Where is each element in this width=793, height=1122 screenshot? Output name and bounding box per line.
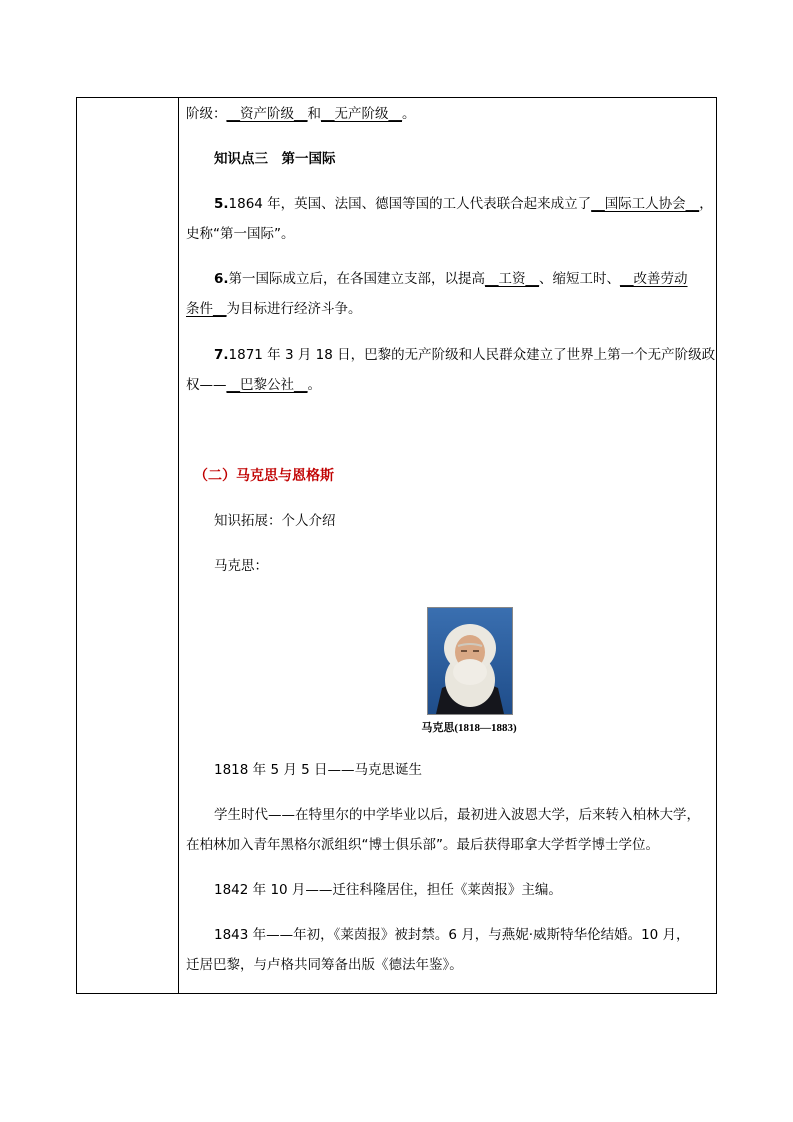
answer-blank: __工资__ [485,271,540,287]
bio-line: 1818 年 5 月 5 日——马克思诞生 [214,762,422,778]
question-7-line2: 权——__巴黎公社__。 [186,377,321,393]
knowledge-point-3-title: 知识点三 第一国际 [214,151,336,167]
answer-blank: __巴黎公社__ [226,377,308,393]
bio-line: 在柏林加入青年黑格尔派组织“博士俱乐部”。最后获得耶拿大学哲学博士学位。 [186,837,659,853]
marx-label: 马克思： [214,558,268,574]
question-7: 7.1871 年 3 月 18 日，巴黎的无产阶级和人民群众建立了世界上第一个无产阶级政 [214,347,716,363]
content-table [76,97,717,994]
column-divider [178,98,179,993]
bio-line: 1843 年——年初，《莱茵报》被封禁。6 月，与燕妮·威斯特华伦结婚。10 月， [214,927,690,943]
portrait-caption: 马克思(1818—1883) [421,722,517,734]
question-6: 6.第一国际成立后，在各国建立支部，以提高__工资__、缩短工时、__改善劳动 [214,271,688,287]
answer-blank: __改善劳动 [620,271,688,287]
section-2-title: （二）马克思与恩格斯 [194,468,334,484]
bio-line: 1842 年 10 月——迁往科隆居住，担任《莱茵报》主编。 [214,882,562,898]
marx-portrait-svg [428,608,512,714]
question-5-line2: 史称“第一国际”。 [186,226,295,242]
answer-blank: 条件__ [186,301,227,317]
question-6-line2: 条件__为目标进行经济斗争。 [186,301,362,317]
marx-portrait [427,607,513,715]
bio-line: 学生时代——在特里尔的中学毕业以后，最初进入波恩大学，后来转入柏林大学， [214,807,700,823]
answer-blank: __无产阶级__ [321,106,402,122]
answer-blank: __资产阶级__ [226,106,308,122]
extension-label: 知识拓展：个人介绍 [214,513,336,529]
bio-line: 迁居巴黎，与卢格共同筹备出版《德法年鉴》。 [186,957,463,973]
answer-blank: __国际工人协会__ [591,196,700,212]
question-5: 5.1864 年，英国、法国、德国等国的工人代表联合起来成立了__国际工人协会__， [214,196,713,212]
class-line: 阶级：__资产阶级__和__无产阶级__。 [186,106,416,122]
